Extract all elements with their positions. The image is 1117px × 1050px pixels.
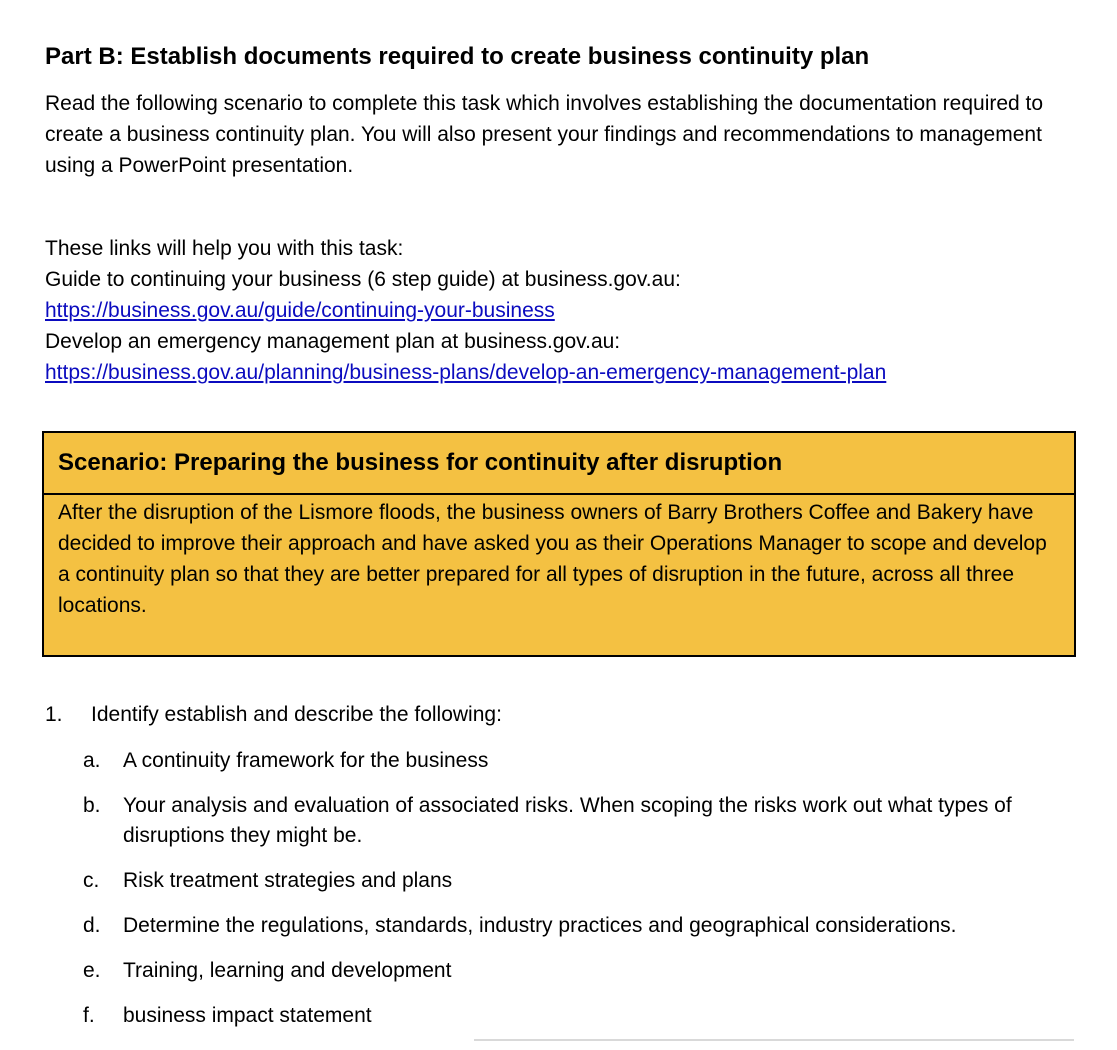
list-item xyxy=(83,866,1085,896)
list-item-letter: e. xyxy=(83,959,101,982)
emergency-plan-link[interactable]: https://business.gov.au/planning/business-plans/develop-an-emergency-management-plan xyxy=(45,361,887,384)
task-text: Identify establish and describe the following: xyxy=(91,703,502,726)
list-item-text: Your analysis and evaluation of associated risks. When scoping the risks work out what types of disruptions they might be. xyxy=(123,794,1012,847)
list-item-letter: d. xyxy=(83,914,101,937)
list-item xyxy=(83,791,1085,851)
list-item-text: A continuity framework for the business xyxy=(123,749,489,772)
scenario-title: Scenario: Preparing the business for continuity after disruption xyxy=(44,433,1074,495)
intro-paragraph: Read the following scenario to complete this task which involves establishing the documentation required to create a business continuity plan. You will also present your findings and recommendations to management using a PowerPoint presentation. xyxy=(45,92,1044,177)
guide-link[interactable]: https://business.gov.au/guide/continuing-your-business xyxy=(45,299,555,322)
list-item-letter: f. xyxy=(83,1004,95,1027)
task-item xyxy=(45,700,1085,730)
page-title: Part B: Establish documents required to create business continuity plan xyxy=(45,43,870,70)
list-item-letter: b. xyxy=(83,794,101,817)
list-item-text: business impact statement xyxy=(123,1004,372,1027)
list-item-letter: c. xyxy=(83,869,100,892)
task-sub-list xyxy=(45,746,1085,1031)
list-item-text: Risk treatment strategies and plans xyxy=(123,869,453,892)
task-list xyxy=(45,700,1085,1046)
scenario-body: After the disruption of the Lismore floods, the business owners of Barry Brothers Coffee and Bakery have decided to improve their approach and have asked you as their Operations Manager to scope and develop a continuity plan so that they are better prepared for all types of disruption in the future, across all three locations. xyxy=(58,501,1047,617)
list-item-letter: a. xyxy=(83,749,101,772)
emergency-link-label: Develop an emergency management plan at business.gov.au: xyxy=(45,330,621,353)
task-number: 1. xyxy=(45,703,63,726)
list-item xyxy=(83,1001,1085,1031)
list-item-text: Determine the regulations, standards, industry practices and geographical considerations. xyxy=(123,914,957,937)
links-lead: These links will help you with this task: xyxy=(45,237,404,260)
list-item xyxy=(83,746,1085,776)
document-page xyxy=(45,40,1085,1027)
list-item-text: Training, learning and development xyxy=(123,959,452,982)
guide-link-label: Guide to continuing your business (6 step guide) at business.gov.au: xyxy=(45,268,681,291)
scenario-box xyxy=(42,431,1076,657)
list-item xyxy=(83,911,1085,941)
help-links-section xyxy=(45,233,1085,388)
list-item xyxy=(83,956,1085,986)
bottom-divider xyxy=(474,1039,1074,1041)
